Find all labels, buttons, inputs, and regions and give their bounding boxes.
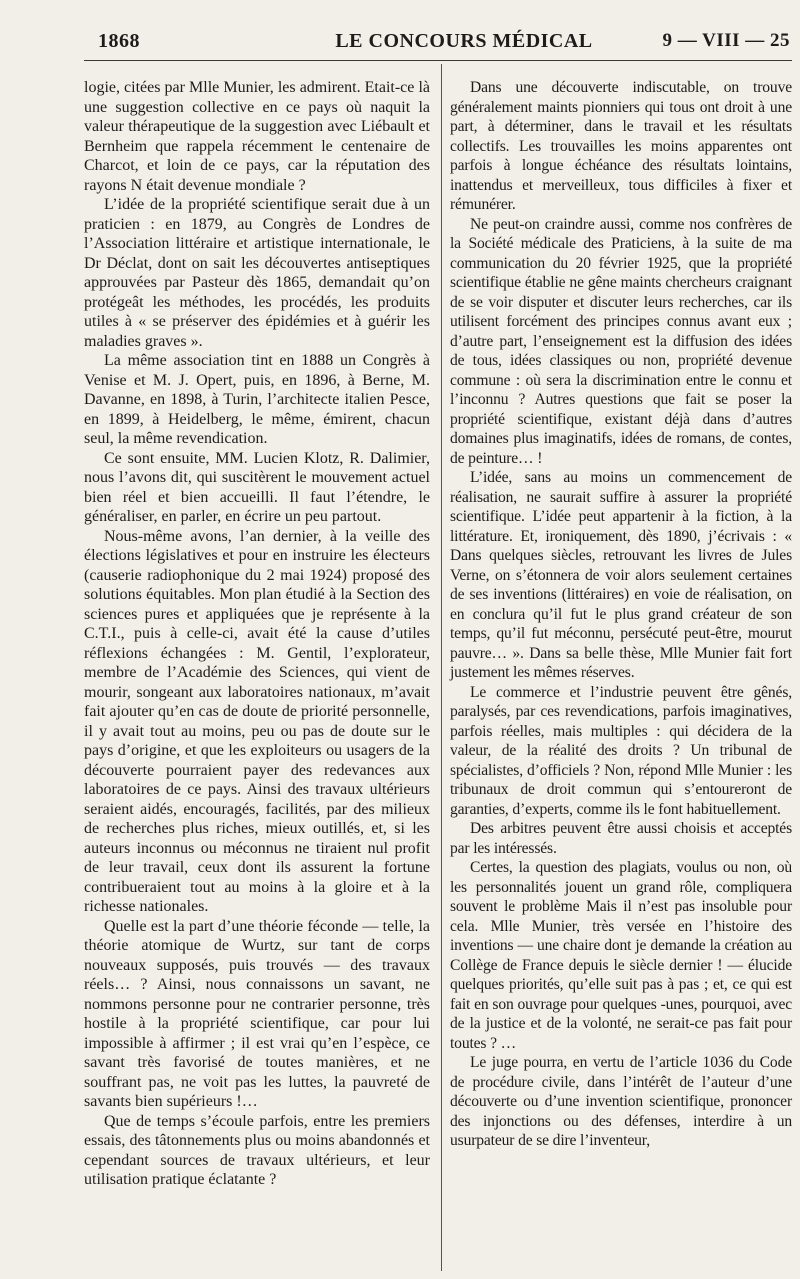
left-column (84, 78, 430, 1190)
paragraph: Que de temps s’écoule parfois, entre les premiers essais, des tâtonnements plus ou moins abandonnés et cependant sources de travaux ultérieurs, et leur utilisation pratique éclatante ? (84, 1112, 430, 1188)
right-column (450, 78, 792, 1151)
header-rule (84, 60, 792, 61)
paragraph: logie, citées par Mlle Munier, les admirent. Etait-ce là une suggestion collective en ce pays où naquit la valeur thérapeutique de la suggestion avec Liébault et Bernheim que rappela récemment le centenaire de Charcot, et loin de ce pays, car la réputation des rayons N était devenue mondiale ? (84, 79, 430, 194)
paragraph: Ce sont ensuite, MM. Lucien Klotz, R. Dalimier, nous l’avons dit, qui suscitèrent le mouvement actuel bien réel et bien accueilli. Il faut l’étendre, le généraliser, en parler, en écrire un peu partout. (84, 449, 430, 525)
paragraph: L’idée de la propriété scientifique serait due à un praticien : en 1879, au Congrès de Londres de l’Association littéraire et artistique internationale, le Dr Déclat, dont on sait les découvertes antiseptiques approuvées par Pasteur dès 1865, demandait qu’on protégeât les méthodes, les procédés, les produits utiles à « se préserver des épidémies et à guérir les maladies graves ». (84, 196, 430, 350)
column-divider (441, 64, 442, 1271)
issue-date: 9 — VIII — 25 (662, 30, 790, 51)
page-number: 1868 (98, 30, 140, 52)
paragraph: Des arbitres peuvent être aussi choisis et acceptés par les intéressés. (450, 820, 792, 857)
paragraph: L’idée, sans au moins un commencement de réalisation, ne saurait suffire à assurer la propriété scientifique. L’idée peut appartenir à la fiction, à la littérature. Et, ironiquement, dès 1890, j’écrivais : « Dans quelques siècles, retrouvant les livres de Jules Verne, on s’étonnera de voir alors seulement certaines de ses inventions (littéraires) en voie de réalisation, on en conclura qu’il fut le plus grand créateur de son temps, qu’il fut méconnu, persécuté peut-être, mourut pauvre… ». Dans sa belle thèse, Mlle Munier fait fort justement les mêmes réserves. (450, 469, 792, 681)
paragraph: Le juge pourra, en vertu de l’article 1036 du Code de procédure civile, dans l’intérêt de l’auteur d’une découverte ou d’une invention scientifique, prononcer des injonctions ou des défenses, interdire à un usurpateur de se dire l’inventeur, (450, 1054, 792, 1149)
paragraph: La même association tint en 1888 un Congrès à Venise et M. J. Opert, puis, en 1896, à Berne, M. Davanne, en 1898, à Turin, l’architecte italien Pesce, en 1899, à Heidelberg, le même, émirent, chacun seul, la même revendication. (84, 352, 430, 447)
page-header (98, 30, 790, 60)
paragraph: Quelle est la part d’une théorie féconde — telle, la théorie atomique de Wurtz, sur tant de corps nouveaux supposés, puis trouvés — des travaux réels… ? Ainsi, nous connaissons un savant, ne nommons personne pour ne contrarier personne, très hostile à la propriété scientifique, car pour lui impossible à affirmer ; il est vrai qu’en l’espèce, ce savant très favorisé de toutes manières, et ne souffrant pas, ne voit pas les luttes, la pauvreté de savants bien supérieurs !… (84, 917, 430, 1110)
paragraph: Certes, la question des plagiats, voulus ou non, où les personnalités jouent un grand rôle, compliquera souvent le problème Mais il n’est pas insoluble pour cela. Mlle Munier, très versée en l’histoire des inventions — une chaire dont je demande la création au Collège de France depuis le siècle dernier ! — élucide quelques priorités, qu’elle suit pas à pas ; et, ce qui est fait en son ouvrage pour quelques -unes, pourquoi, avec de la justice et de la volonté, ne serait-ce pas fait pour toutes ? … (450, 859, 792, 1052)
paragraph: Nous-même avons, l’an dernier, à la veille des élections législatives et pour en instruire les électeurs (causerie radiophonique du 2 mai 1924) proposé des solutions équitables. Mon plan étudié à la Section des sciences pures et appliquées que je représente à la C.T.I., puis à celle-ci, avait été la cause d’utiles réflexions échangées : M. Gentil, l’explorateur, membre de l’Académie des Sciences, qui vient de mourir, songeant aux laboratoires nationaux, m’avait fait ajouter qu’en cas de doute de priorité personnelle, il y avait tout au moins, peu ou pas de doute sur le pays d’origine, et que les exploiteurs ou usagers de la découverte pourraient payer des redevances aux laboratoires de ce pays. Ainsi des travaux ultérieurs seraient aidés, encouragés, facilités, par des milieux de recherches plus riches, mieux outillés, et, si les auteurs inconnus ou méconnus ne tiraient nul profit de leur travail, ceux dont ils assurent la fortune contribueraient tout au moins à la gloire et à la richesse nationales. (84, 527, 430, 915)
paragraph: Le commerce et l’industrie peuvent être gênés, paralysés, par ces revendications, parfois imaginatives, parfois réelles, mais multiples : qui décidera de la valeur, de la réalité des droits ? Un tribunal de spécialistes, d’officiels ? Non, répond Mlle Munier : les tribunaux de droit commun qui s’entoureront de garanties, d’experts, comme ils le font habituellement. (450, 683, 792, 818)
paragraph: Dans une découverte indiscutable, on trouve généralement maints pionniers qui tous ont droit à une part, à déterminer, dans le travail et les résultats collectifs. Les trouvailles les moins apparentes ont parfois à longue échéance des résultats lointains, inattendus et merveilleux, tous difficiles à fixer et rémunérer. (450, 79, 792, 213)
journal-title: LE CONCOURS MÉDICAL (335, 30, 593, 52)
paragraph: Ne peut-on craindre aussi, comme nos confrères de la Société médicale des Praticiens, à la suite de ma communication du 20 février 1925, que la propriété scientifique établie ne gêne maints chercheurs craignant de se voir disputer et discuter leurs recherches, car ils utilisent forcément des principes connus avant eux ; d’autre part, l’enseignement est la diffusion des idées de tous, idées classiques ou non, propriété devenue commune : où sera la discrimination entre le connu et l’inconnu ? Autres questions que fait se poser la propriété scientifique, existant déjà dans d’autres domaines plus imaginatifs, idées de romans, de contes, de peinture… ! (450, 215, 792, 467)
